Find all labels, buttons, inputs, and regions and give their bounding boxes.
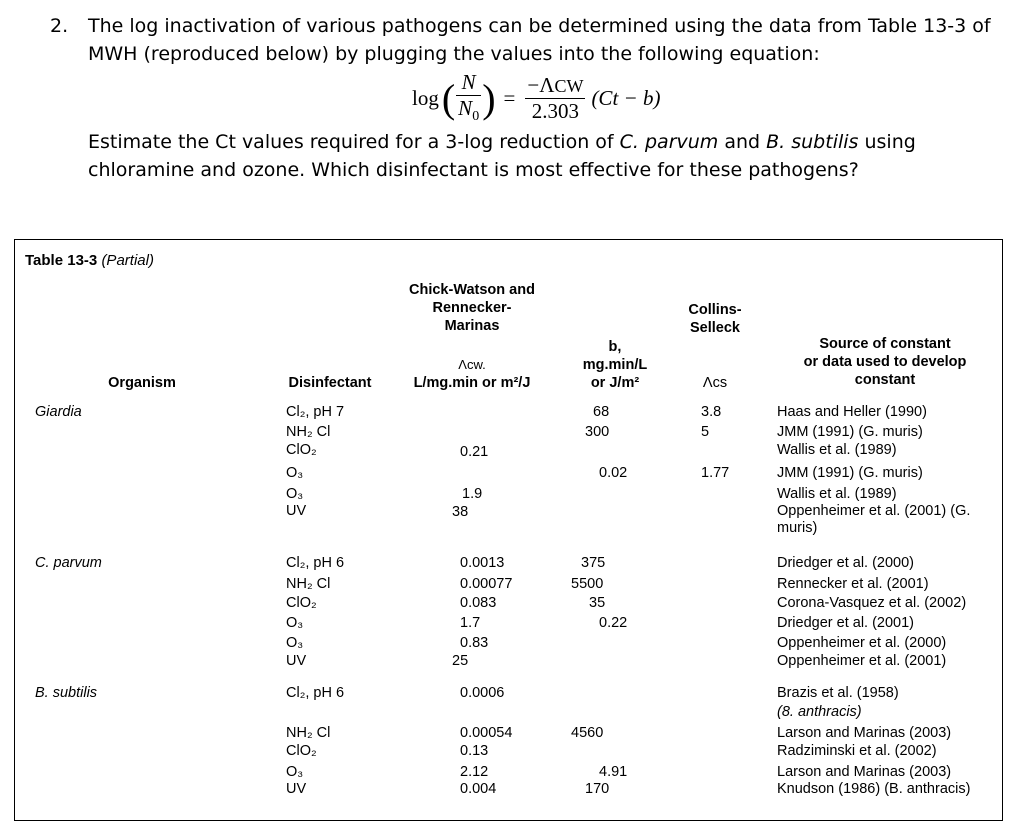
cparvum-b-1: 5500 bbox=[571, 576, 604, 592]
header-collins-selleck bbox=[670, 301, 760, 337]
paren-left: ( bbox=[441, 75, 456, 121]
cparvum-cw-4: 0.83 bbox=[460, 635, 489, 651]
giardia-b-0: 68 bbox=[593, 404, 610, 420]
giardia-src-1: JMM (1991) (G. muris) bbox=[777, 424, 923, 440]
paren-right: ) bbox=[482, 75, 496, 121]
b-subtilis-text: B. subtilis bbox=[766, 131, 859, 153]
giardia-src-4: Wallis et al. (1989) bbox=[777, 486, 897, 502]
giardia-cs-0: 3.8 bbox=[701, 404, 722, 420]
n0-subscript: 0 bbox=[472, 109, 480, 125]
bsubtilis-b-4: 170 bbox=[585, 781, 610, 797]
cparvum-dis-1: NH₂ Cl bbox=[286, 576, 331, 592]
problem-line-2: MWH (reproduced below) by plugging the values into the following equation: bbox=[88, 43, 820, 65]
problem-line-1: The log inactivation of various pathogens can be determined using the data from Table 13-3 of bbox=[88, 15, 991, 37]
table-title-text: Table 13-3 bbox=[25, 252, 98, 269]
bsubtilis-dis-1: NH₂ Cl bbox=[286, 725, 331, 741]
cs-line-2: Selleck bbox=[690, 320, 740, 336]
problem-number: 2. bbox=[50, 15, 69, 37]
cparvum-b-0: 375 bbox=[581, 555, 606, 571]
giardia-src-5: Oppenheimer et al. (2001) (G. muris) bbox=[777, 503, 971, 536]
giardia-b-3: 0.02 bbox=[599, 465, 628, 481]
line3-b: using bbox=[858, 131, 916, 153]
giardia-dis-5: UV bbox=[286, 503, 307, 519]
line3-and: and bbox=[718, 131, 767, 153]
lambda-subscript: CW bbox=[554, 75, 584, 96]
b-units-1: mg.min/L bbox=[582, 357, 648, 373]
minus-lambda: −Λ bbox=[527, 72, 555, 97]
lambda-denominator: 2.303 bbox=[531, 98, 580, 123]
bsubtilis-dis-4: UV bbox=[286, 781, 307, 797]
bsubtilis-cw-4: 0.004 bbox=[460, 781, 497, 797]
giardia-src-3: JMM (1991) (G. muris) bbox=[777, 465, 923, 481]
header-b bbox=[570, 338, 660, 392]
n-over-n0 bbox=[456, 70, 481, 125]
table-title bbox=[25, 252, 154, 269]
organism-b-subtilis: B. subtilis bbox=[35, 685, 98, 701]
organism-giardia: Giardia bbox=[35, 404, 82, 420]
header-chick-watson bbox=[387, 281, 557, 335]
bsubtilis-cw-3: 2.12 bbox=[460, 764, 489, 780]
cparvum-dis-5: UV bbox=[286, 653, 307, 669]
bsubtilis-b-1: 4560 bbox=[571, 725, 604, 741]
giardia-src-2: Wallis et al. (1989) bbox=[777, 442, 897, 458]
b-units-2: or J/m² bbox=[590, 375, 640, 391]
lambda-numerator bbox=[525, 73, 585, 99]
cs-line-1: Collins- bbox=[688, 302, 742, 318]
bsubtilis-src-0a: Brazis et al. (1958) bbox=[777, 685, 899, 701]
n0-symbol: N bbox=[458, 96, 473, 121]
giardia-dis-3: O₃ bbox=[286, 465, 304, 481]
equation bbox=[412, 68, 660, 128]
bsubtilis-src-2: Radziminski et al. (2002) bbox=[777, 743, 937, 759]
giardia-src-0: Haas and Heller (1990) bbox=[777, 404, 927, 420]
lambda-cw-units: L/mg.min or m²/J bbox=[413, 375, 531, 391]
header-disinfectant: Disinfectant bbox=[288, 375, 372, 391]
cparvum-b-2: 35 bbox=[589, 595, 606, 611]
giardia-dis-4: O₃ bbox=[286, 486, 304, 502]
cparvum-dis-3: O₃ bbox=[286, 615, 304, 631]
table-title-note: (Partial) bbox=[101, 252, 154, 269]
header-organism: Organism bbox=[108, 375, 176, 391]
ct-minus-b: (Ct − b) bbox=[591, 85, 661, 110]
cparvum-cw-2: 0.083 bbox=[460, 595, 497, 611]
problem-line-3 bbox=[88, 130, 916, 155]
giardia-cw-5: 38 bbox=[452, 504, 469, 520]
bsubtilis-src-3: Larson and Marinas (2003) bbox=[777, 764, 952, 780]
lambda-cw-symbol: Λcw. bbox=[458, 357, 486, 372]
line3-a: Estimate the Ct values required for a 3-log reduction of bbox=[88, 131, 620, 153]
cparvum-cw-5: 25 bbox=[452, 653, 469, 669]
bsubtilis-dis-0: Cl₂, pH 6 bbox=[286, 685, 345, 701]
bsubtilis-cw-2: 0.13 bbox=[460, 743, 489, 759]
lambda-fraction bbox=[525, 73, 585, 124]
cparvum-src-1: Rennecker et al. (2001) bbox=[777, 576, 929, 592]
source-line-1: Source of constant bbox=[819, 336, 951, 352]
cparvum-b-3: 0.22 bbox=[599, 615, 628, 631]
header-lambda-cs: Λcs bbox=[702, 375, 728, 391]
giardia-cs-3: 1.77 bbox=[701, 465, 730, 481]
cparvum-dis-2: ClO₂ bbox=[286, 595, 317, 611]
cparvum-src-0: Driedger et al. (2000) bbox=[777, 555, 915, 571]
bsubtilis-cw-1: 0.00054 bbox=[460, 725, 513, 741]
bsubtilis-cw-0: 0.0006 bbox=[460, 685, 505, 701]
giardia-b-1: 300 bbox=[585, 424, 610, 440]
cparvum-src-5: Oppenheimer et al. (2001) bbox=[777, 653, 947, 669]
cw-line-3: Marinas bbox=[444, 318, 500, 334]
bsubtilis-src-1: Larson and Marinas (2003) bbox=[777, 725, 952, 741]
giardia-cw-2: 0.21 bbox=[460, 444, 489, 460]
source-line-2: or data used to develop bbox=[803, 354, 967, 370]
problem-line-4: chloramine and ozone. Which disinfectant is most effective for these pathogens? bbox=[88, 159, 859, 181]
cparvum-src-3: Driedger et al. (2001) bbox=[777, 615, 915, 631]
numerator-n: N bbox=[456, 70, 481, 96]
header-source bbox=[785, 335, 985, 389]
bsubtilis-dis-2: ClO₂ bbox=[286, 743, 317, 759]
bsubtilis-src-0b: (8. anthracis) bbox=[777, 704, 862, 720]
cw-line-2: Rennecker- bbox=[432, 300, 512, 316]
bsubtilis-dis-3: O₃ bbox=[286, 764, 304, 780]
giardia-dis-1: NH₂ Cl bbox=[286, 424, 331, 440]
equation-log: log bbox=[412, 85, 439, 110]
cparvum-cw-1: 0.00077 bbox=[460, 576, 513, 592]
giardia-dis-0: Cl₂, pH 7 bbox=[286, 404, 345, 420]
cparvum-dis-4: O₃ bbox=[286, 635, 304, 651]
table-13-3 bbox=[14, 239, 1003, 821]
source-line-3: constant bbox=[854, 372, 916, 388]
cparvum-cw-3: 1.7 bbox=[460, 615, 481, 631]
bsubtilis-src-4: Knudson (1986) (B. anthracis) bbox=[777, 781, 971, 797]
cw-line-1: Chick-Watson and bbox=[409, 282, 535, 298]
cparvum-src-4: Oppenheimer et al. (2000) bbox=[777, 635, 947, 651]
cparvum-src-2: Corona-Vasquez et al. (2002) bbox=[777, 595, 967, 611]
cparvum-cw-0: 0.0013 bbox=[460, 555, 505, 571]
denominator-n0 bbox=[456, 96, 481, 125]
b-symbol: b, bbox=[608, 339, 622, 355]
equals-sign: = bbox=[503, 85, 516, 110]
header-lambda-cw bbox=[397, 356, 547, 392]
cparvum-dis-0: Cl₂, pH 6 bbox=[286, 555, 345, 571]
giardia-cw-4: 1.9 bbox=[462, 486, 483, 502]
c-parvum-text: C. parvum bbox=[619, 131, 719, 153]
organism-c-parvum: C. parvum bbox=[35, 555, 102, 571]
giardia-cs-1: 5 bbox=[701, 424, 710, 440]
bsubtilis-b-3: 4.91 bbox=[599, 764, 628, 780]
giardia-dis-2: ClO₂ bbox=[286, 442, 317, 458]
